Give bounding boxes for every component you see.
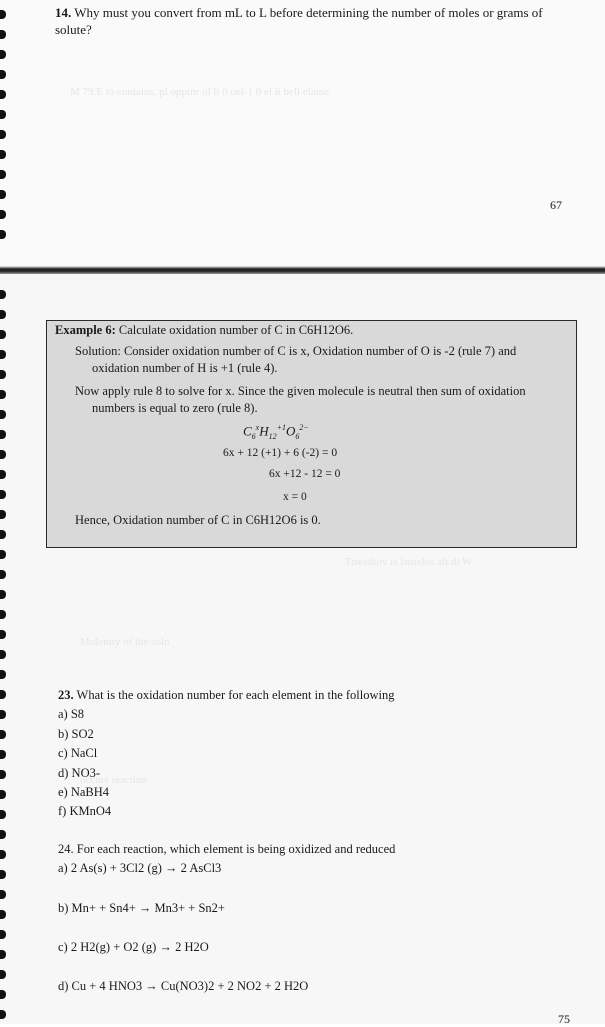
question-23-prompt	[58, 686, 395, 705]
equation-2: 6x +12 - 12 = 0	[269, 468, 341, 480]
list-item: f) KMnO4	[58, 804, 112, 819]
reaction-b: b) Mn+ + Sn4+ → Mn3+ + Sn2+	[58, 901, 225, 915]
solution-line-2: oxidation number of H is +1 (rule 4).	[92, 361, 278, 375]
reaction-a: a) 2 As(s) + 3Cl2 (g) → 2 AsCl3	[58, 861, 222, 875]
equation-3: x = 0	[283, 491, 307, 503]
question-23-number: 23.	[58, 688, 74, 702]
solution-line-1: Solution: Consider oxidation number of C is x, Oxidation number of O is -2 (rule 7) and	[75, 344, 517, 358]
example-conclusion: Hence, Oxidation number of C in C6H12O6 is 0.	[75, 513, 321, 527]
page-number-75: 75	[558, 1012, 570, 1026]
list-item: d) NO3-	[58, 765, 101, 780]
example-title-text: Calculate oxidation number of C in C6H12O6.	[118, 323, 354, 337]
list-item: c) NaCl	[58, 746, 98, 761]
spiral-binding	[0, 0, 8, 1024]
list-item: e) NaBH4	[58, 785, 110, 800]
question-23-text: What is the oxidation number for each element in the following	[76, 688, 395, 702]
bleed-through-text: M 79.E to contains. pl oppinr ol li 0 uel-1 0 el li bell elaine	[70, 86, 330, 98]
apply-line-2: numbers is equal to zero (rule 8).	[92, 401, 258, 415]
reaction-d: d) Cu + 4 HNO3 → Cu(NO3)2 + 2 NO2 + 2 H2O	[58, 979, 309, 993]
example-label: Example 6:	[55, 323, 116, 337]
page-number-67: 67	[550, 198, 562, 212]
list-item: b) SO2	[58, 726, 94, 741]
top-page	[0, 0, 605, 268]
apply-line-1: Now apply rule 8 to solve for x. Since the given molecule is neutral then sum of oxidation	[75, 384, 526, 398]
molecule-formula: $C_6^xH_{12}^{+1}O_6^{2-}$	[243, 423, 309, 441]
question-14-number: 14.	[55, 5, 72, 20]
equation-1: 6x + 12 (+1) + 6 (-2) = 0	[223, 447, 338, 459]
example-title	[55, 323, 353, 338]
bleed-through-text: Molenity of the soln	[80, 636, 170, 648]
bleed-through-text: occurs reaction	[80, 774, 147, 786]
question-23	[58, 686, 395, 822]
question-24-prompt: 24. For each reaction, which element is being oxidized and reduced	[58, 842, 396, 856]
question-14	[55, 4, 555, 38]
reaction-c: c) 2 H2(g) + O2 (g) → 2 H2O	[58, 940, 209, 954]
bleed-through-text: Tisesdiov is Insielos ali di W	[345, 556, 473, 568]
question-14-text: Why must you convert from mL to L before determining the number of moles or grams of solute?	[55, 5, 543, 37]
example-6-box	[46, 320, 577, 548]
list-item: a) S8	[58, 707, 85, 722]
